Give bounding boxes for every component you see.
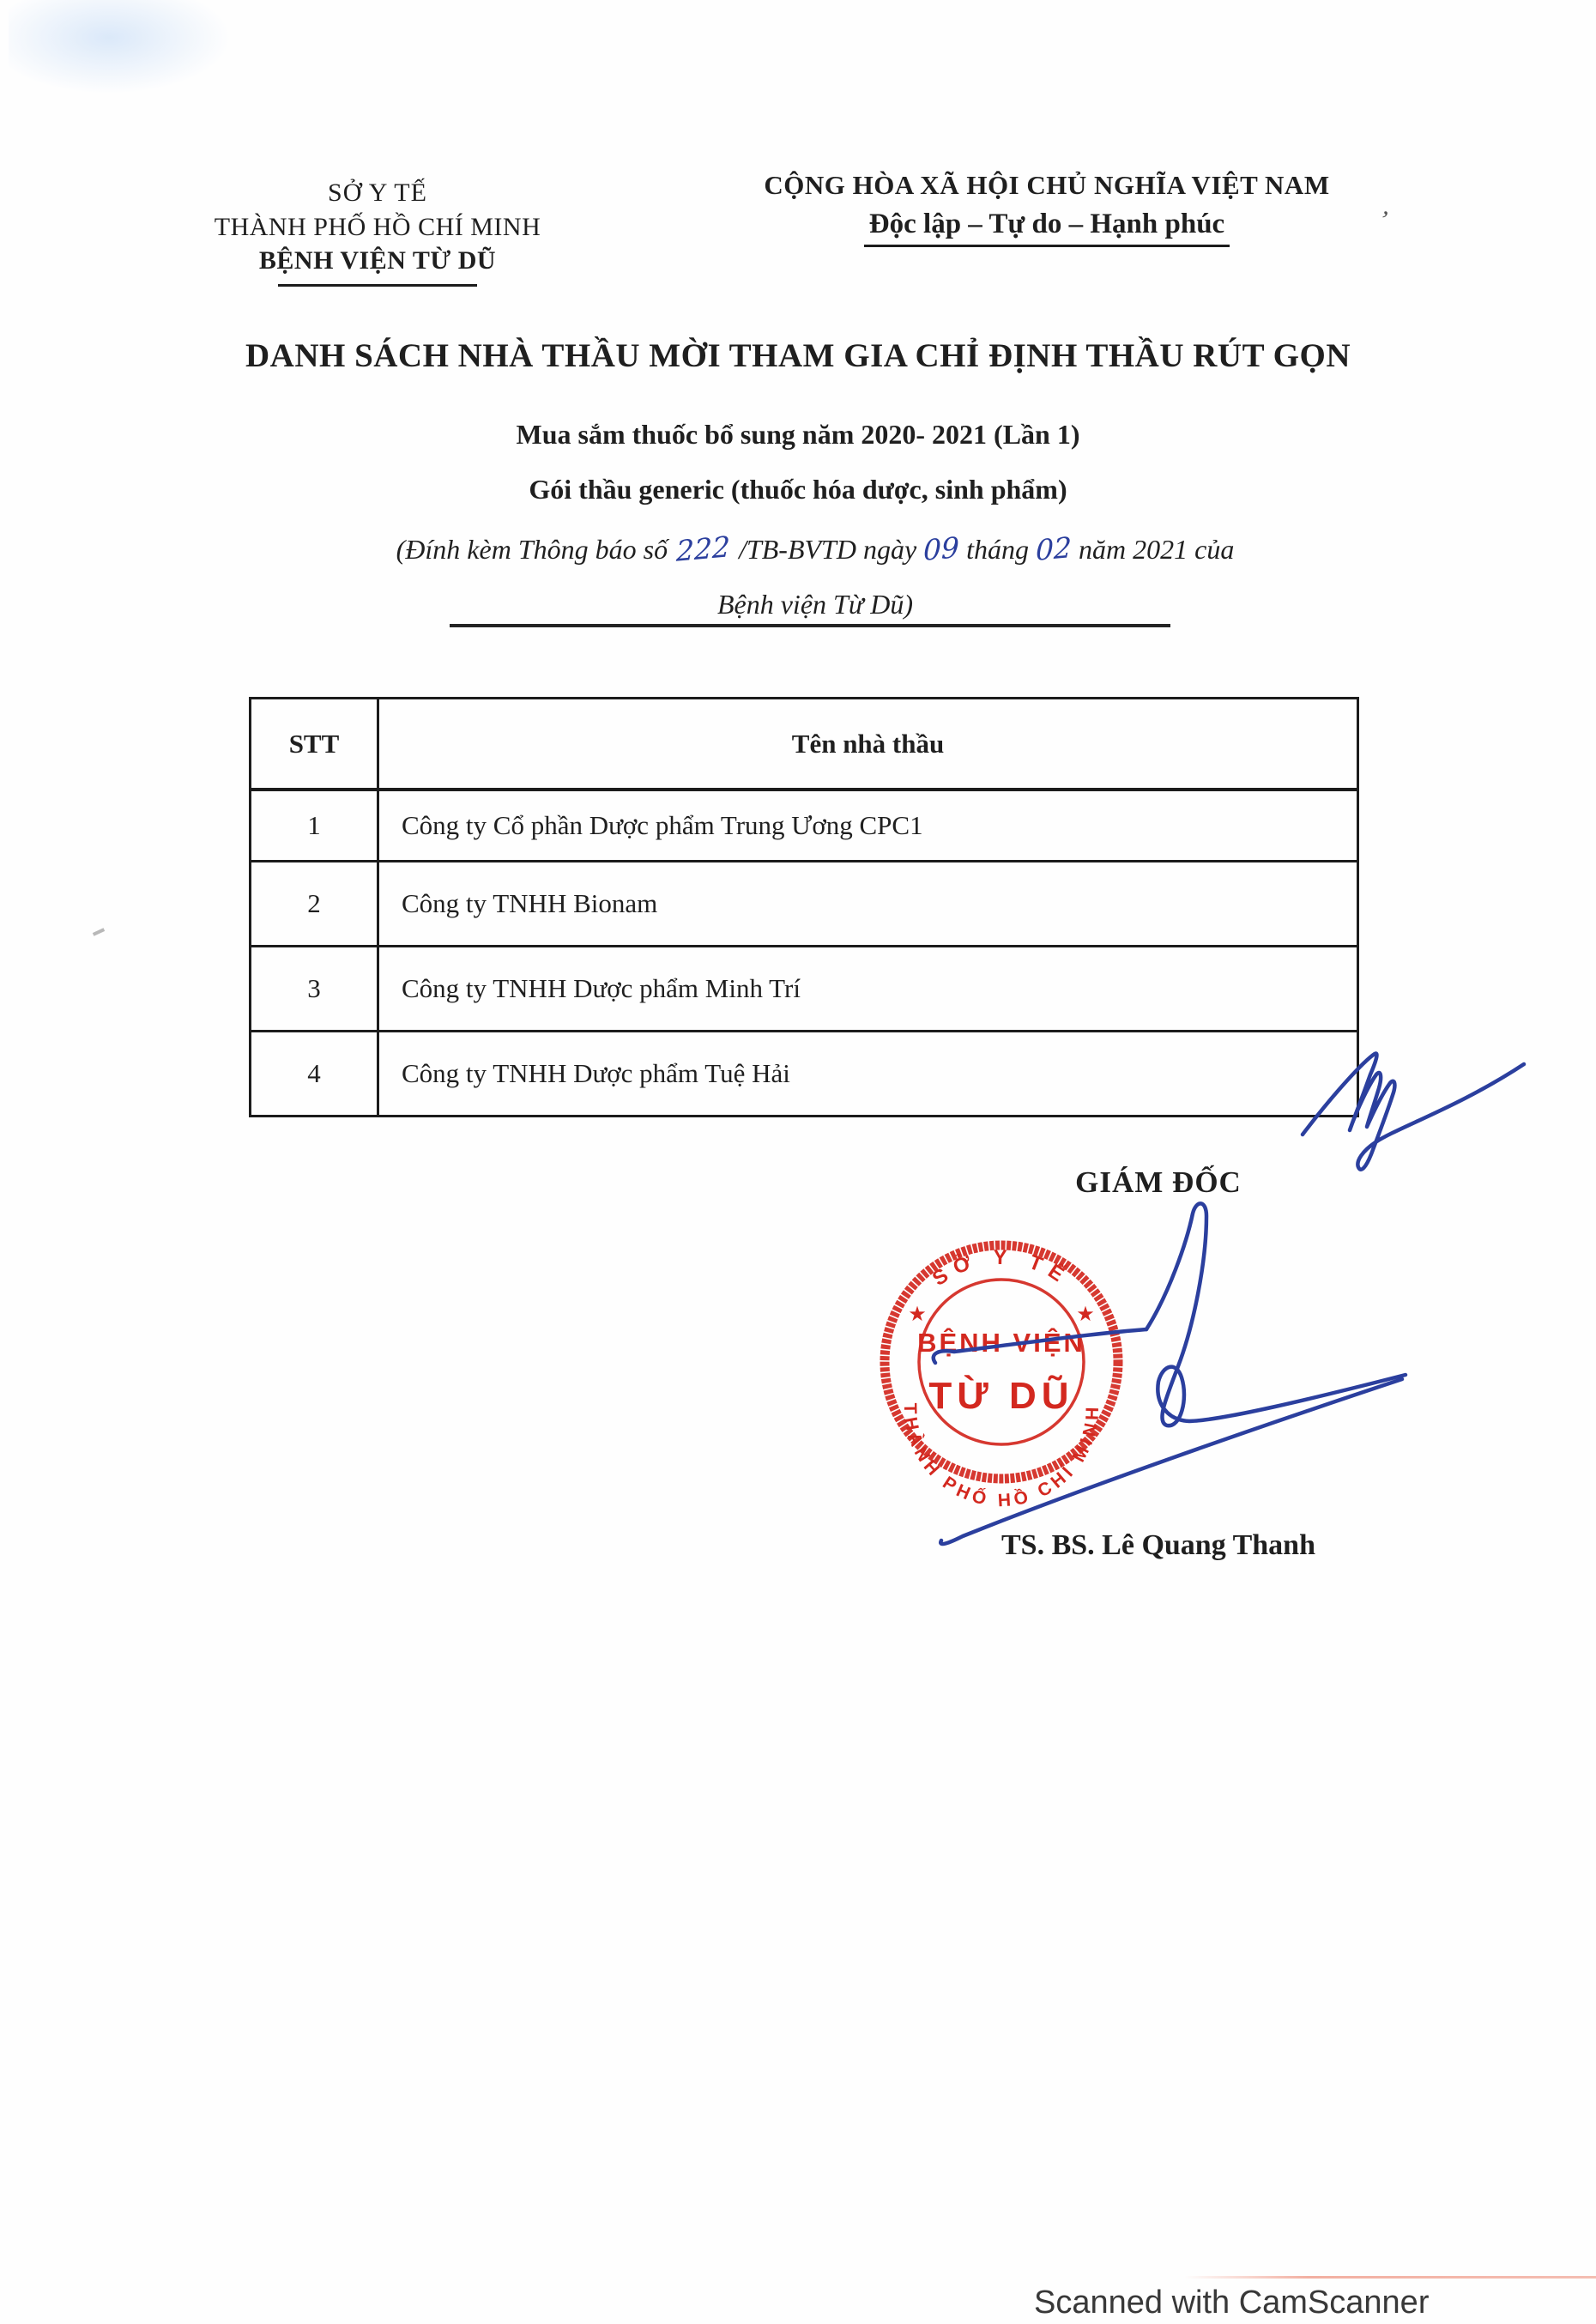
attachment-underline bbox=[450, 624, 1170, 627]
agency-underline bbox=[278, 284, 477, 287]
column-header-stt: STT bbox=[251, 699, 379, 788]
column-header-name: Tên nhà thầu bbox=[791, 728, 945, 759]
stamp-ring-bottom-text: THÀNH PHỐ HỒ CHÍ MINH bbox=[899, 1402, 1103, 1508]
contractor-name: Công ty Cổ phần Dược phẩm Trung Ương CPC1 bbox=[402, 810, 923, 840]
contractor-name: Công ty TNHH Bionam bbox=[402, 888, 658, 918]
table-row bbox=[251, 860, 1357, 945]
attachment-mid1: /TB-BVTD ngày bbox=[739, 534, 917, 565]
handwritten-month: 02 bbox=[1035, 530, 1073, 567]
contractor-name: Công ty TNHH Dược phẩm Tuệ Hải bbox=[402, 1058, 790, 1088]
margin-mark-artifact bbox=[93, 928, 105, 936]
subtitle-package: Gói thầu generic (thuốc hóa dược, sinh phẩm) bbox=[529, 474, 1067, 505]
scan-red-line-artifact bbox=[1184, 2276, 1596, 2279]
page-title: DANH SÁCH NHÀ THẦU MỜI THAM GIA CHỈ ĐỊNH THẦU RÚT GỌN bbox=[245, 337, 1351, 374]
row-index: 1 bbox=[251, 791, 379, 860]
subtitle-procurement: Mua sắm thuốc bổ sung năm 2020- 2021 (Lần 1) bbox=[516, 419, 1080, 450]
handwritten-day: 09 bbox=[922, 530, 960, 567]
pen-tick-artifact: ’ bbox=[1376, 205, 1392, 235]
attachment-suffix: năm 2021 của bbox=[1079, 534, 1235, 565]
row-index: 3 bbox=[251, 947, 379, 1030]
stamp-center-line1: BỆNH VIỆN bbox=[917, 1328, 1085, 1358]
attachment-prefix: (Đính kèm Thông báo số bbox=[396, 534, 668, 565]
agency-line-1: SỞ Y TẾ bbox=[328, 179, 427, 207]
director-signature bbox=[858, 1013, 1596, 1562]
attachment-mid2: tháng bbox=[966, 534, 1030, 565]
contractor-name: Công ty TNHH Dược phẩm Minh Trí bbox=[402, 973, 801, 1003]
national-motto: Độc lập – Tự do – Hạnh phúc bbox=[864, 209, 1230, 247]
signer-role-label: GIÁM ĐỐC bbox=[1075, 1165, 1242, 1199]
table-row bbox=[251, 789, 1357, 860]
stamp-star-left-icon: ★ bbox=[908, 1304, 927, 1326]
agency-line-3: BỆNH VIỆN TỪ DŨ bbox=[258, 246, 497, 275]
signer-name: TS. BS. Lê Quang Thanh bbox=[1001, 1529, 1315, 1561]
row-index: 4 bbox=[251, 1032, 379, 1115]
stamp-center-line2: TỪ DŨ bbox=[928, 1375, 1074, 1417]
table-header-row bbox=[251, 699, 1357, 789]
agency-header bbox=[129, 176, 626, 287]
stamp-star-right-icon: ★ bbox=[1076, 1304, 1095, 1326]
attachment-note bbox=[0, 532, 1596, 566]
national-header bbox=[678, 170, 1416, 247]
agency-line-2: THÀNH PHỐ HỒ CHÍ MINH bbox=[214, 212, 541, 241]
stamp-ring-top-text: SỞ Y TẾ bbox=[928, 1245, 1075, 1292]
attachment-note-line2: Bệnh viện Từ Dũ) bbox=[716, 589, 914, 620]
camscanner-watermark: Scanned with CamScanner bbox=[1034, 2285, 1430, 2321]
national-title: CỘNG HÒA XÃ HỘI CHỦ NGHĨA VIỆT NAM bbox=[764, 170, 1330, 200]
handwritten-document-number: 222 bbox=[675, 530, 731, 568]
scan-smudge-artifact bbox=[9, 0, 232, 94]
row-index: 2 bbox=[251, 862, 379, 945]
